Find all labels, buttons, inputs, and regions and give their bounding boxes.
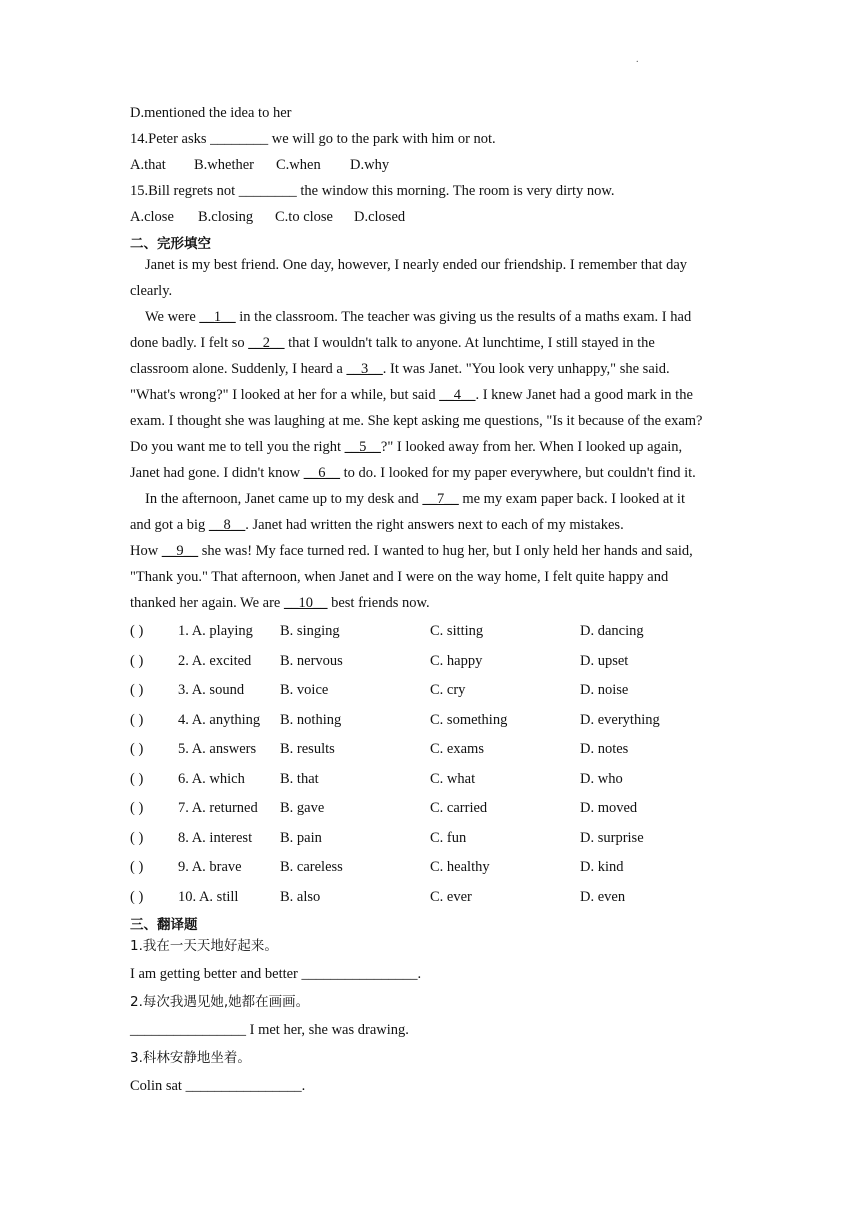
q15-option-c: C.to close	[275, 209, 333, 225]
answer-bracket[interactable]: ( )	[130, 682, 144, 698]
blank-10: __10__	[283, 595, 328, 611]
passage-line-12: How __9__ she was! My face turned red. I wanted to hug her, but I only held her hands and said,	[130, 543, 693, 559]
blank-8: __8__	[208, 517, 246, 533]
q14-option-c: C.when	[276, 157, 321, 173]
translation-q1-chinese: 1.我在一天天地好起来。	[130, 938, 278, 954]
blank-7: __7__	[422, 491, 459, 507]
answer-bracket[interactable]: ( )	[130, 800, 144, 816]
q13-option-d: D.mentioned the idea to her	[130, 105, 292, 121]
q15-option-a: A.close	[130, 209, 174, 225]
passage-line-9: Janet had gone. I didn't know __6__ to do. I looked for my paper everywhere, but couldn't find it.	[130, 465, 696, 481]
q14-option-b: B.whether	[194, 157, 254, 173]
q15-option-d: D.closed	[354, 209, 406, 225]
q14-options	[130, 155, 389, 175]
answer-bracket[interactable]: ( )	[130, 889, 144, 905]
q15-options	[130, 207, 405, 227]
q14-option-d: D.why	[350, 157, 390, 173]
answer-bracket[interactable]: ( )	[130, 859, 144, 875]
blank-6: __6__	[303, 465, 341, 481]
answer-bracket[interactable]: ( )	[130, 830, 144, 846]
translation-q3-chinese: 3.科林安静地坐着。	[130, 1050, 251, 1066]
passage-line-14: thanked her again. We are __10__ best friends now.	[130, 595, 430, 611]
translation-q3-english[interactable]: Colin sat ________________.	[130, 1078, 306, 1094]
answer-bracket[interactable]: ( )	[130, 771, 144, 787]
passage-line-11: and got a big __8__. Janet had written the right answers next to each of my mistakes.	[130, 517, 624, 533]
q15-option-b: B.closing	[198, 209, 254, 225]
passage-line-7: exam. I thought she was laughing at me. She kept asking me questions, "Is it because of the exam?	[130, 413, 703, 429]
passage-line-10: In the afternoon, Janet came up to my desk and __7__ me my exam paper back. I looked at it	[145, 491, 685, 507]
q15-stem: 15.Bill regrets not ________ the window this morning. The room is very dirty now.	[130, 183, 615, 199]
document-page: . D.mentioned the idea to her 14.Peter asks ________ we will go to the park with him or not. A.that B.whether C.when D.why 15.Bill regrets not ________ the window this morning. The room is very dirty now. A.close B.closing C.to close D.closed 二、完形填空 Janet is my best friend. One day, however, I nearly ended our friendship. I remember that day clearly. We were __1__ in the classroom. The teacher was giving us the results of a maths exam. I had done badly. I felt so __2__ that I wouldn't talk to anyone. At lunchtime, I still stayed in the classroom alone. Suddenly, I heard a __3__. It was Janet. "You look very unhappy," she said. "What's wrong?" I looked at her for a while, but said __4__. I knew Janet had a good mark in the exam. I thought she was laughing at me. She kept asking me questions, "Is it because of the exam? Do you want me to tell you the right __5__?" I looked away from her. When I looked up again, Janet had gone. I didn't know __6__ to do. I looked for my paper everywhere, but couldn't find it. In the afternoon, Janet came up to my desk and __7__ me my exam paper back. I looked at it and got a big __8__. Janet had written the right answers next to each of my mistakes. How __9__ she was! My face turned red. I wanted to hug her, but I only held her hands and said, "Thank you." That afternoon, when Janet and I were on the way home, I felt quite happy and thanked her again. We are __10__ best friends now. ( ) 1. A. playing B. singing C. sitting D. dancing ( ) 2. A. excited B. nervous C. happy D. upset ( ) 3. A. sound B. voice C. cry D. noise ( ) 4. A. anything B. nothing C. something D. everything ( ) 5. A. answers B. results C. exams D. notes ( ) 6. A. which B. that C. what D. who ( ) 7. A. returned B. gave C. carried D. moved ( ) 8. A. interest B. pain C. fun D. surprise ( ) 9. A. brave B. careless C. healthy D. kind ( ) 10. A. still B. also C. ever D. even 三、翻译题 1.我在一天天地好起来。 I am getting better and better ________________. 2.每次我遇见她,她都在画画。 ________________ I met her, she was drawing. 3.科林安静地坐着。 Colin sat ________________.	[130, 54, 703, 1094]
translation-q1-english[interactable]: I am getting better and better ________________.	[130, 966, 422, 982]
passage-line-2: clearly.	[130, 283, 173, 299]
answer-bracket[interactable]: ( )	[130, 741, 144, 757]
translation-q2-english[interactable]: ________________ I met her, she was drawing.	[130, 1022, 409, 1038]
answer-bracket[interactable]: ( )	[130, 653, 144, 669]
passage-line-5: classroom alone. Suddenly, I heard a __3__. It was Janet. "You look very unhappy," she said.	[130, 361, 670, 377]
passage-line-13: "Thank you." That afternoon, when Janet and I were on the way home, I felt quite happy and	[130, 569, 669, 585]
passage-line-4: done badly. I felt so __2__ that I wouldn't talk to anyone. At lunchtime, I still stayed in the	[130, 335, 655, 351]
blank-1: __1__	[199, 309, 236, 325]
q14-option-a: A.that	[130, 157, 166, 173]
page-mark: .	[636, 54, 639, 65]
section-3-title: 三、翻译题	[130, 917, 198, 933]
q14-stem: 14.Peter asks ________ we will go to the park with him or not.	[130, 131, 496, 147]
blank-5: __5__	[344, 439, 381, 455]
passage-line-3: We were __1__ in the classroom. The teacher was giving us the results of a maths exam. I had	[145, 309, 692, 325]
passage-line-8: Do you want me to tell you the right __5__?" I looked away from her. When I looked up again,	[130, 439, 683, 455]
section-2-title: 二、完形填空	[130, 236, 211, 252]
answer-bracket[interactable]: ( )	[130, 623, 144, 639]
passage-line-1: Janet is my best friend. One day, however, I nearly ended our friendship. I remember that day	[145, 257, 688, 273]
answer-bracket[interactable]: ( )	[130, 712, 144, 728]
blank-3: __3__	[346, 361, 383, 377]
blank-9: __9__	[161, 543, 199, 559]
blank-2: __2__	[248, 335, 285, 351]
blank-4: __4__	[439, 387, 476, 403]
passage-line-6: "What's wrong?" I looked at her for a while, but said __4__. I knew Janet had a good mark in the	[130, 387, 693, 403]
translation-q2-chinese: 2.每次我遇见她,她都在画画。	[130, 994, 310, 1010]
